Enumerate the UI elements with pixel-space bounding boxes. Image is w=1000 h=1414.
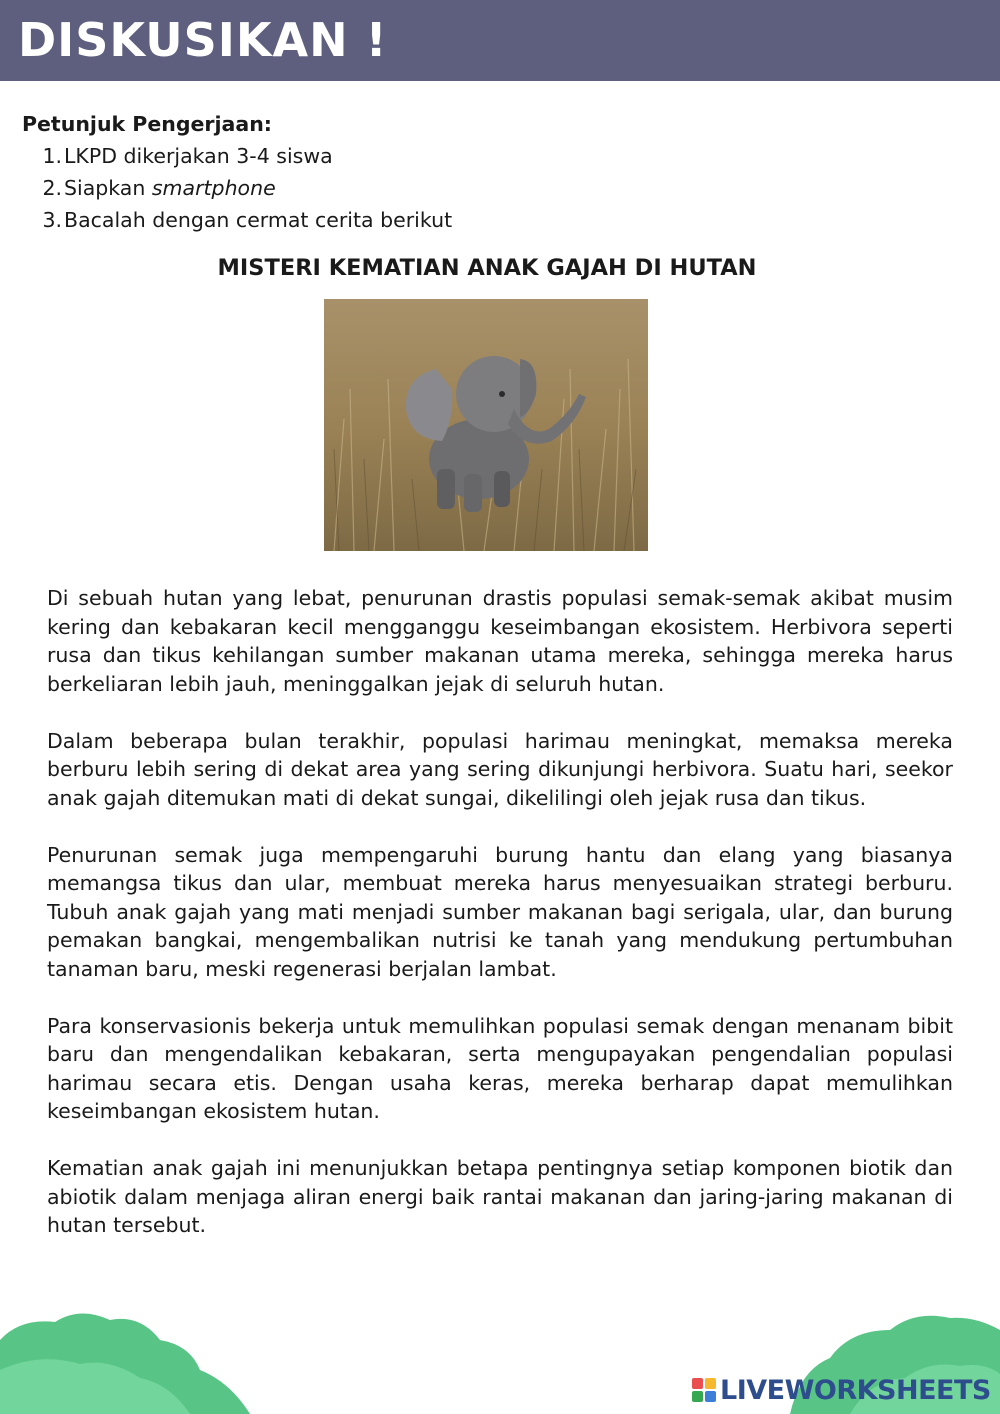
list-text: LKPD dikerjakan 3-4 siswa [64, 144, 333, 168]
story-title: MISTERI KEMATIAN ANAK GAJAH DI HUTAN [217, 255, 757, 281]
story-body [47, 584, 953, 1268]
list-text [64, 172, 276, 204]
liveworksheets-logo-icon [692, 1378, 716, 1402]
list-number: 2. [42, 176, 62, 200]
logo-text: LIVEWORKSHEETS [720, 1374, 991, 1406]
list-number: 3. [42, 208, 62, 232]
list-item [22, 140, 452, 172]
list-text: Bacalah dengan cermat cerita berikut [64, 208, 453, 232]
list-text-italic: smartphone [151, 176, 276, 200]
list-item [22, 172, 452, 204]
header-bar [0, 0, 1000, 81]
list-item [22, 204, 452, 236]
liveworksheets-logo [692, 1373, 991, 1407]
page-title: DISKUSIKAN ! [18, 13, 388, 67]
baby-elephant-photo [324, 299, 648, 551]
instructions-list [22, 140, 452, 236]
instructions-title: Petunjuk Pengerjaan: [22, 112, 273, 136]
story-paragraph: Kematian anak gajah ini menunjukkan betapa pentingnya setiap komponen biotik dan abiotik dalam menjaga aliran energi baik rantai makanan dan jaring-jaring makanan di hutan tersebut. [47, 1156, 953, 1237]
story-paragraph: Para konservasionis bekerja untuk memulihkan populasi semak dengan menanam bibit baru dan mengendalikan kebakaran, serta mengupayakan pengendalian populasi harimau secara etis. Dengan usaha keras, mereka berharap dapat memulihkan keseimbangan ekosistem hutan. [47, 1013, 953, 1123]
instructions [22, 108, 452, 236]
list-text-prefix: Siapkan [64, 176, 152, 200]
story-paragraph: Dalam beberapa bulan terakhir, populasi harimau meningkat, memaksa mereka berburu lebih sering di dekat area yang sering dikunjungi herbivora. Suatu hari, seekor anak gajah ditemukan mati di dekat sungai, dikelilingi oleh jejak rusa dan tikus. [47, 728, 953, 810]
story-paragraph: Penurunan semak juga mempengaruhi burung hantu dan elang yang biasanya memangsa tikus dan ular, membuat mereka harus menyesuaikan strategi berburu. Tubuh anak gajah yang mati menjadi sumber makanan bagi serigala, ular, dan burung pemakan bangkai, mengembalikan nutrisi ke tanah yang mendukung pertumbuhan tanaman baru, meski regenerasi berjalan lambat. [47, 842, 953, 981]
story-paragraph: Di sebuah hutan yang lebat, penurunan drastis populasi semak-semak akibat musim kering dan kebakaran kecil mengganggu keseimbangan ekosistem. Herbivora seperti rusa dan tikus kehilangan sumber makanan utama mereka, sehingga mereka harus berkeliaran lebih jauh, meninggalkan jejak di seluruh hutan. [47, 586, 953, 696]
list-number: 1. [42, 144, 62, 168]
